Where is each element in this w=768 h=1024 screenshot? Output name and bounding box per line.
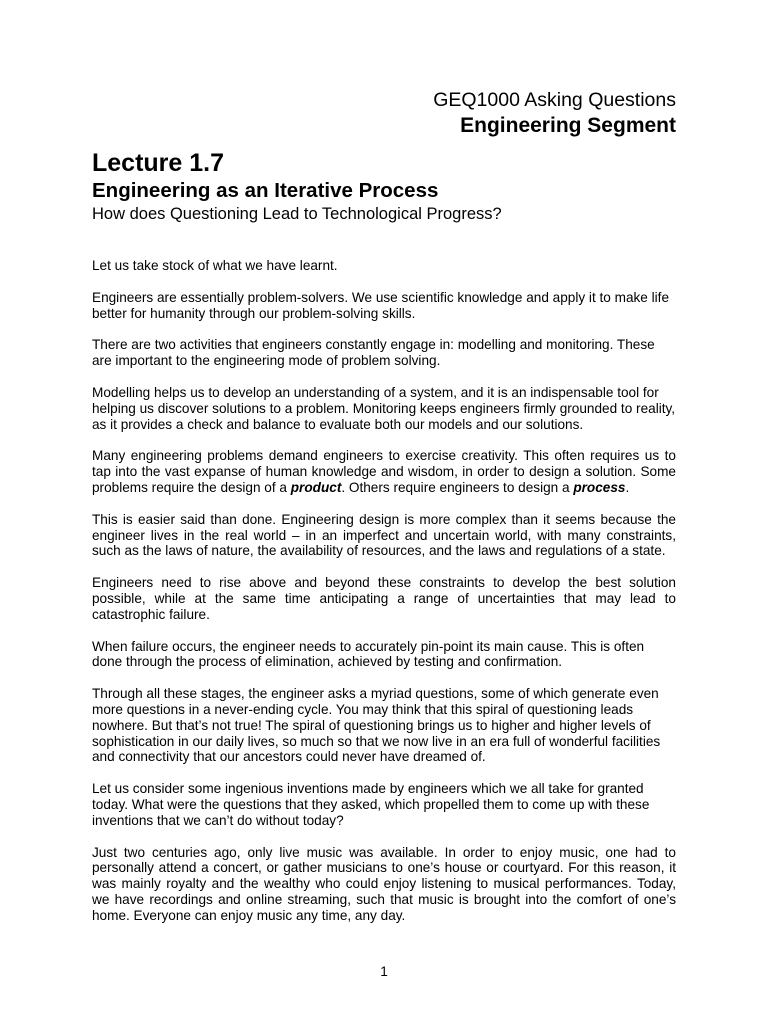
paragraph-11: Just two centuries ago, only live music was available. In order to enjoy music, one had to personally attend a concert, or gather musicians to one’s house or courtyard. For this reason, it was mainly royalty and the wealthy who could enjoy listening to musical performances. Today, we have recordings and online streaming, such that music is brought into the comfort of one’s home. Everyone can enjoy music any time, any day. bbox=[92, 844, 676, 923]
emphasis-product: product bbox=[290, 479, 342, 495]
course-title: GEQ1000 Asking Questions bbox=[433, 89, 676, 111]
paragraph-2: Engineers are essentially problem-solvers. We use scientific knowledge and apply it to make life better for humanity through our problem-solving skills. bbox=[92, 289, 670, 321]
paragraph-5-part-c: . bbox=[625, 479, 630, 495]
document-page bbox=[92, 0, 676, 1024]
segment-title: Engineering Segment bbox=[460, 114, 676, 137]
paragraph-7: Engineers need to rise above and beyond these constraints to develop the best solution possible, while at the same time anticipating a range of uncertainties that may lead to catastrophic failure. bbox=[92, 575, 676, 622]
page-number: 1 bbox=[380, 964, 388, 979]
paragraph-3: There are two activities that engineers constantly engage in: modelling and monitoring. These are important to the engineering mode of problem solving. bbox=[92, 337, 655, 369]
lecture-subtitle: How does Questioning Lead to Technological Progress? bbox=[92, 205, 502, 223]
emphasis-process: process bbox=[573, 479, 626, 495]
lecture-heading bbox=[92, 148, 676, 224]
paragraph-1: Let us take stock of what we have learnt. bbox=[92, 258, 338, 273]
paragraph-5-part-b: . Others require engineers to design a bbox=[341, 479, 574, 495]
paragraph-10: Let us consider some ingenious inventions made by engineers which we all take for granted today. What were the questions that they asked, which propelled them to come up with these inventions that we can’t do without today? bbox=[92, 781, 650, 828]
paragraph-9: Through all these stages, the engineer asks a myriad questions, some of which generate even more questions in a never-ending cycle. You may think that this spiral of questioning leads nowhere. But that’s not true! The spiral of questioning brings us to higher and higher levels of sophistication in our daily lives, so much so that we now live in an era full of wonderful facilities and connectivity that our ancestors could never have dreamed of. bbox=[92, 686, 661, 765]
document-body bbox=[92, 258, 676, 940]
paragraph-5 bbox=[92, 448, 676, 495]
paragraph-8: When failure occurs, the engineer needs to accurately pin-point its main cause. This is often done through the process of elimination, achieved by testing and confirmation. bbox=[92, 638, 645, 670]
paragraph-4: Modelling helps us to develop an understanding of a system, and it is an indispensable tool for helping us discover solutions to a problem. Monitoring keeps engineers firmly grounded to reality, as it provides a check and balance to evaluate both our models and our solutions. bbox=[92, 384, 676, 432]
lecture-title: Engineering as an Iterative Process bbox=[92, 179, 439, 202]
paragraph-5-part-a: Many engineering problems demand engineers to exercise creativity. This often requires us to tap into the vast expanse of human knowledge and wisdom, in order to design a solution. Some problems require the design of a bbox=[92, 448, 676, 495]
lecture-number: Lecture 1.7 bbox=[92, 149, 225, 177]
document-header bbox=[433, 88, 676, 140]
paragraph-6: This is easier said than done. Engineering design is more complex than it seems because the engineer lives in the real world – in an imperfect and uncertain world, with many constraints, such as the laws of nature, the availability of resources, and the laws and regulations of a state. bbox=[92, 511, 676, 559]
